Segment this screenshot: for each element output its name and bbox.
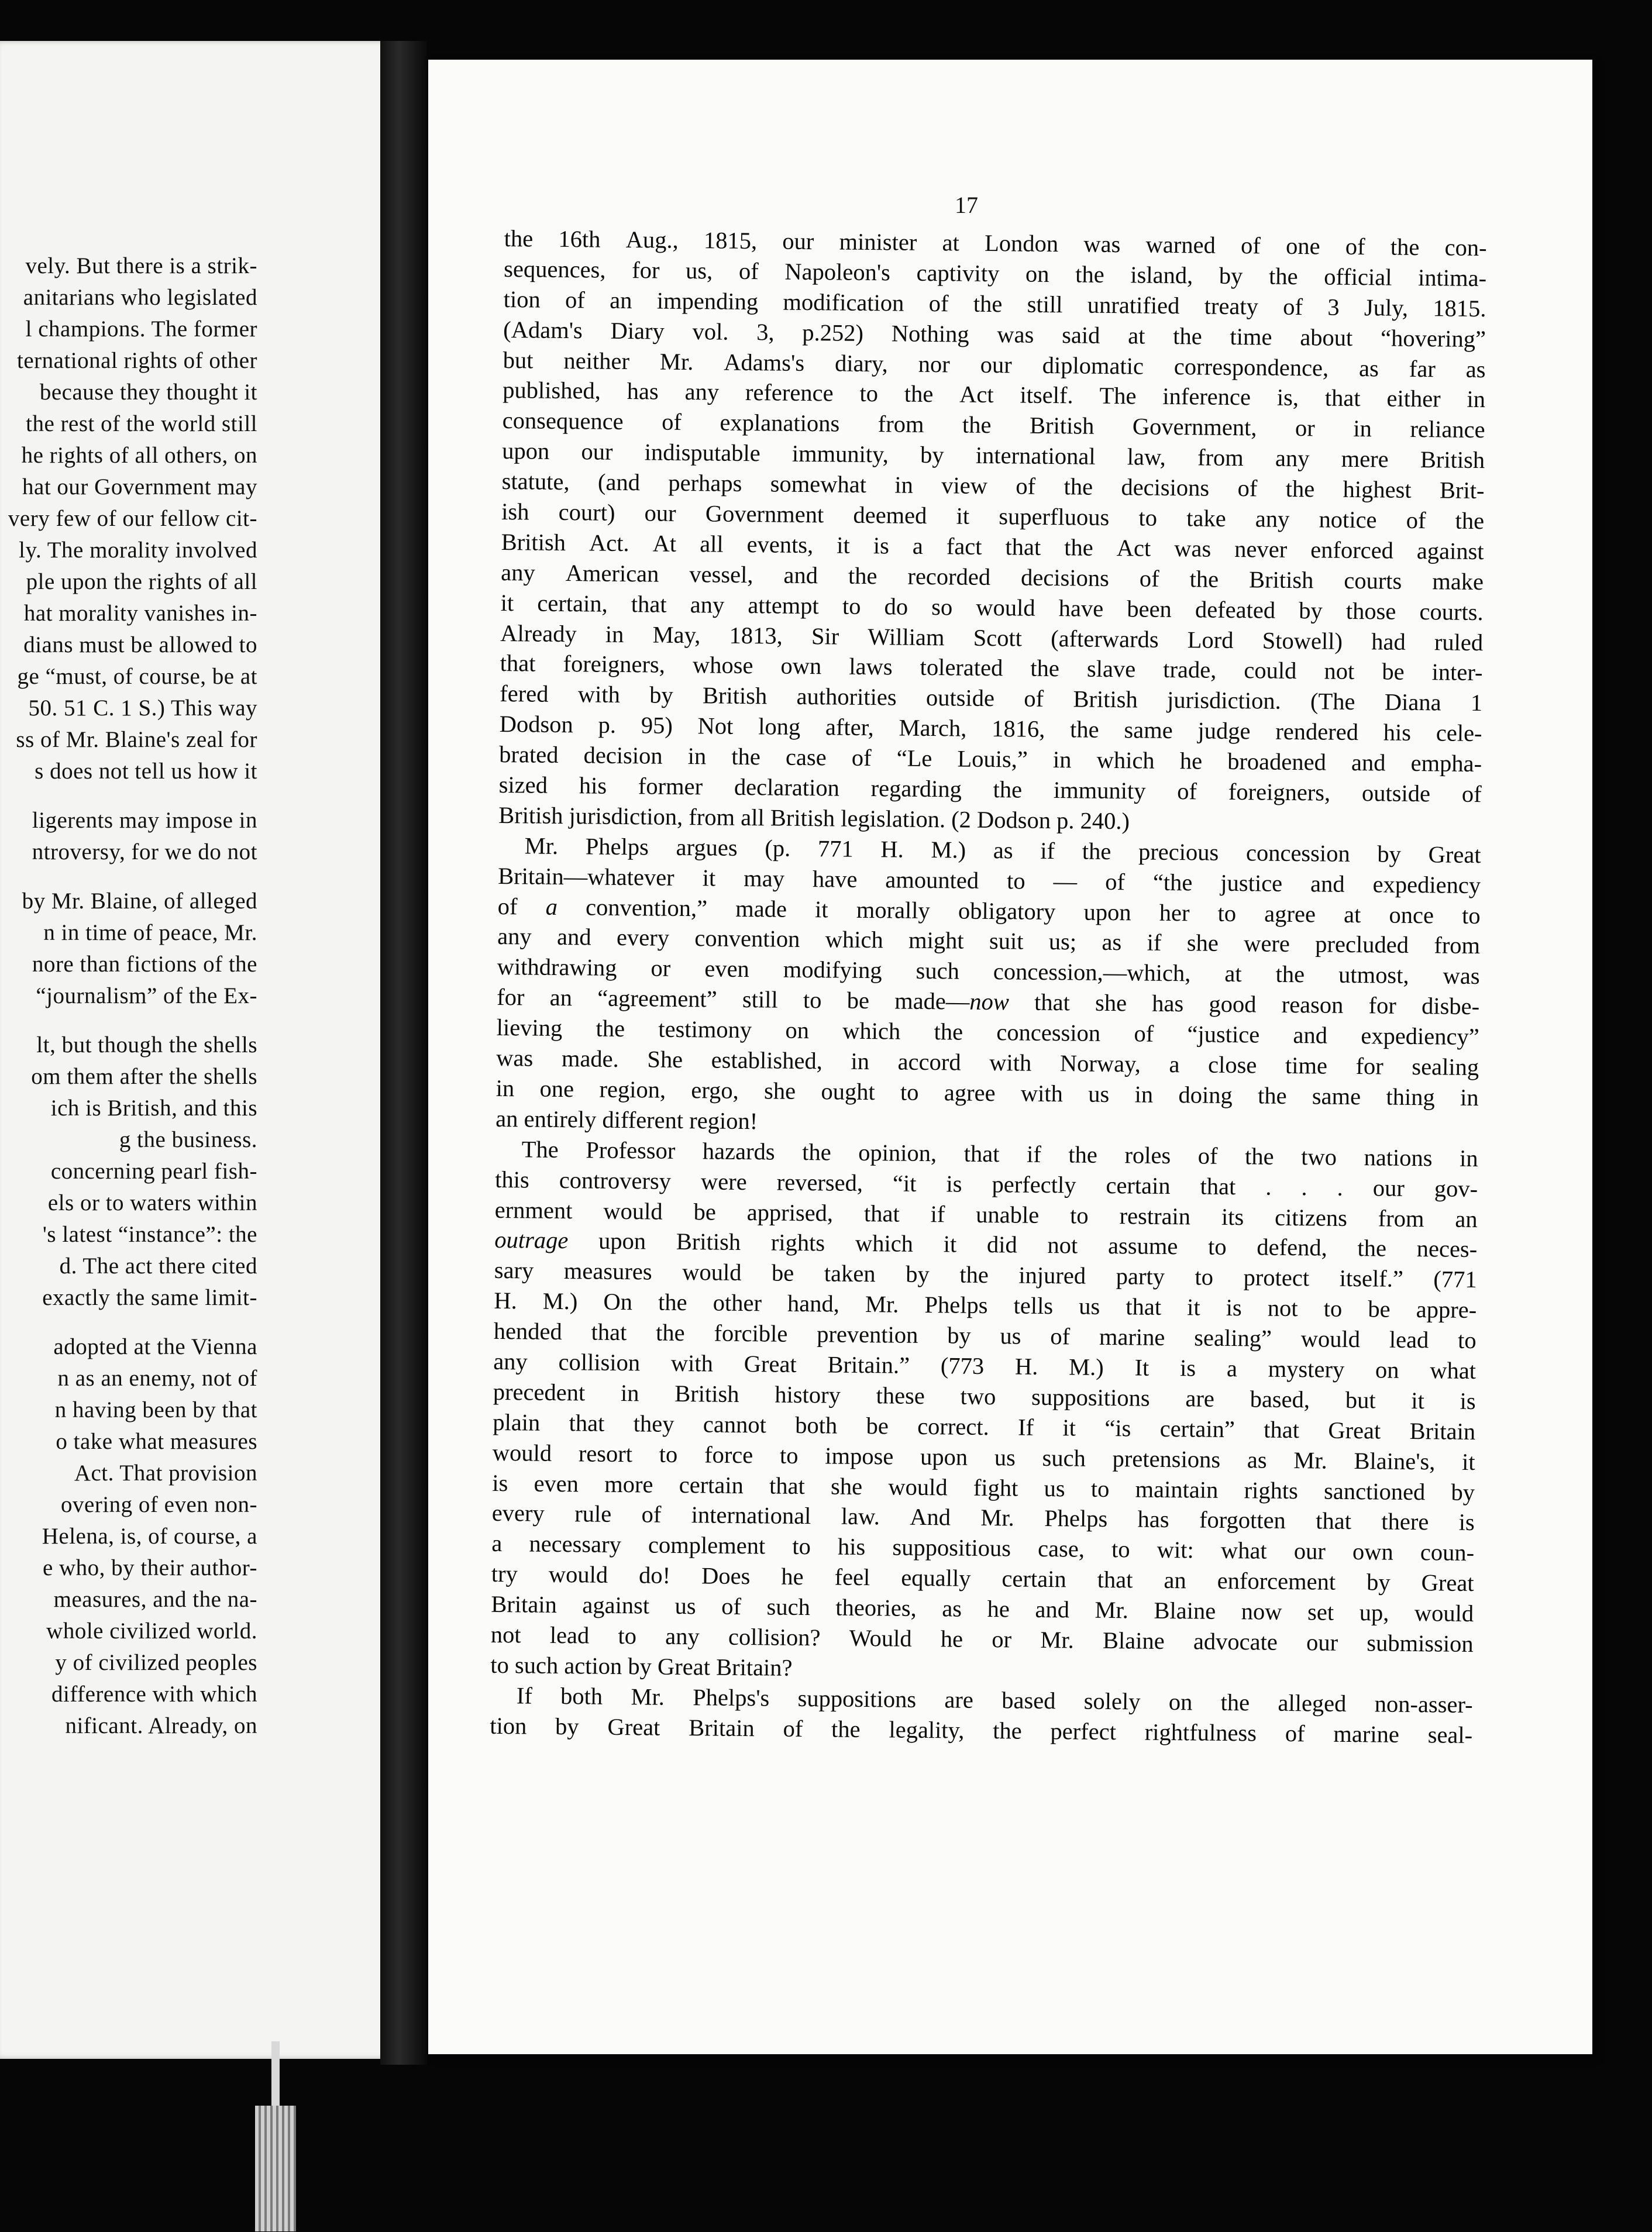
text-line: tion of an impending modification of the still unratified treaty of 3 July, 1815. xyxy=(503,285,1486,322)
text-line: Britain against us of such theories, as he and Mr. Blaine now set up, would xyxy=(491,1590,1474,1627)
text-line: The Professor hazards the opinion, that if the roles of the two nations in xyxy=(521,1136,1478,1172)
text-line: of a convention,” made it morally obligatory upon her to agree at once to xyxy=(497,893,1481,929)
text-line: g the business. xyxy=(119,1127,257,1152)
text-line: consequence of explanations from the British Government, or in reliance xyxy=(502,407,1485,443)
text-line: lieving the testimony on which the concession of “justice and expediency” xyxy=(496,1014,1479,1050)
paragraph-gap xyxy=(0,1012,257,1029)
text-line: l champions. The former xyxy=(25,316,257,342)
text-line: ly. The morality involved xyxy=(19,538,257,563)
text-line: d. The act there cited xyxy=(59,1253,257,1279)
text-line: overing of even non- xyxy=(61,1492,257,1517)
text-line: “journalism” of the Ex- xyxy=(36,983,257,1008)
text-line: n having been by that xyxy=(54,1397,257,1422)
text-line: vely. But there is a strik- xyxy=(25,253,257,278)
text-line: hended that the forcible prevention by us of marine sealing” would lead to xyxy=(493,1317,1477,1354)
text-line: not lead to any collision? Would he or Mr. Blaine advocate our submission xyxy=(490,1621,1474,1657)
text-line: Already in May, 1813, Sir William Scott (afterwards Lord Stowell) had ruled xyxy=(500,619,1484,656)
paragraph-gap xyxy=(0,1314,257,1331)
bookmark-tassel xyxy=(249,2041,302,2232)
text-line: s does not tell us how it xyxy=(35,759,257,784)
text-line: hat morality vanishes in- xyxy=(23,601,257,626)
text-line: ternational rights of other xyxy=(17,348,257,373)
text-line: Britain—whatever it may have amounted to — of “the justice and expediency xyxy=(498,862,1481,898)
text-line: whole civilized world. xyxy=(46,1618,257,1644)
text-line: published, has any reference to the Act itself. The inference is, that either in xyxy=(503,377,1486,413)
text-line: 50. 51 C. 1 S.) This way xyxy=(28,695,257,721)
text-line: difference with which xyxy=(51,1682,257,1707)
text-line: exactly the same limit- xyxy=(42,1285,257,1310)
text-line: ntroversy, for we do not xyxy=(32,839,257,864)
text-line: nore than fictions of the xyxy=(32,952,257,977)
paragraph-gap xyxy=(0,868,257,886)
paragraph-gap xyxy=(0,787,257,805)
text-line: every rule of international law. And Mr. Phelps has forgotten that there is xyxy=(491,1500,1475,1536)
left-page-text xyxy=(0,250,257,1742)
text-line: o take what measures xyxy=(56,1429,257,1454)
text-line: (Adam's Diary vol. 3, p.252) Nothing was said at the time about “hovering” xyxy=(503,316,1486,352)
text-line: is even more certain that she would fight us to maintain rights sanctioned by xyxy=(492,1469,1475,1506)
text-line: ligerents may impose in xyxy=(32,808,257,833)
text-line: any American vessel, and the recorded decisions of the British courts make xyxy=(501,559,1484,595)
text-line: y of civilized peoples xyxy=(55,1650,257,1675)
text-line: lt, but though the shells xyxy=(36,1032,257,1058)
text-line: but neither Mr. Adams's diary, nor our diplomatic correspondence, as far as xyxy=(503,346,1486,383)
text-line: because they thought it xyxy=(39,380,257,405)
left-page xyxy=(0,41,389,2059)
text-line: hat our Government may xyxy=(22,474,257,500)
text-line: by Mr. Blaine, of alleged xyxy=(22,888,257,914)
text-line: n in time of peace, Mr. xyxy=(43,920,257,945)
text-line: om them after the shells xyxy=(31,1064,257,1089)
text-line: ernment would be apprised, that if unable to restrain its citizens from an xyxy=(494,1196,1478,1232)
text-line: very few of our fellow cit- xyxy=(8,506,257,531)
text-line: anitarians who legislated xyxy=(23,285,257,310)
text-line: concerning pearl fish- xyxy=(50,1159,257,1184)
text-line: this controversy were reversed, “it is perfectly certain that . . . our gov- xyxy=(495,1166,1478,1202)
text-line: upon our indisputable immunity, by international law, from any mere British xyxy=(502,438,1485,474)
text-line: adopted at the Vienna xyxy=(53,1334,257,1359)
text-line: any and every convention which might suit us; as if she were precluded from xyxy=(497,923,1481,959)
text-line: it certain, that any attempt to do so would have been defeated by those courts. xyxy=(500,589,1484,625)
text-line: British jurisdiction, from all British legislation. (2 Dodson p. 240.) xyxy=(498,801,1130,835)
text-line: 's latest “instance”: the xyxy=(42,1222,257,1247)
text-line: to such action by Great Britain? xyxy=(490,1651,793,1681)
text-line: If both Mr. Phelps's suppositions are based solely on the alleged non-asser- xyxy=(516,1682,1473,1718)
page-number: 17 xyxy=(955,192,978,218)
text-line: plain that they cannot both be correct. If it “is certain” that Great Britain xyxy=(493,1408,1476,1445)
text-line: outrage upon British rights which it did not assume to defend, the neces- xyxy=(494,1227,1478,1263)
text-line: ich is British, and this xyxy=(50,1096,257,1121)
text-line: n as an enemy, not of xyxy=(57,1366,257,1391)
text-line: was made. She established, in accord with Norway, a close time for sealing xyxy=(496,1044,1479,1081)
text-line: would resort to force to impose upon us such pretensions as Mr. Blaine's, it xyxy=(492,1439,1475,1475)
text-line: statute, (and perhaps somewhat in view of the decisions of the highest Brit- xyxy=(501,468,1485,504)
text-line: in one region, ergo, she ought to agree with us in doing the same thing in xyxy=(495,1074,1479,1111)
text-line: for an “agreement” still to be made—now that she has good reason for disbe- xyxy=(497,984,1480,1020)
text-line: H. M.) On the other hand, Mr. Phelps tells us that it is not to be appre- xyxy=(494,1287,1477,1324)
text-line: ss of Mr. Blaine's zeal for xyxy=(16,727,257,752)
text-line: ple upon the rights of all xyxy=(26,569,257,594)
book-gutter xyxy=(380,41,427,2065)
right-page xyxy=(428,60,1592,2054)
text-line: ge “must, of course, be at xyxy=(17,664,257,689)
text-line: els or to waters within xyxy=(47,1190,257,1215)
text-line: the 16th Aug., 1815, our minister at London was warned of one of the con- xyxy=(504,225,1487,261)
text-line: sary measures would be taken by the injured party to protect itself.” (771 xyxy=(494,1257,1477,1293)
text-line: Mr. Phelps argues (p. 771 H. M.) as if the precious concession by Great xyxy=(524,832,1481,868)
text-line: Helena, is, of course, a xyxy=(42,1524,257,1549)
text-line: a necessary complement to his suppositious case, to wit: what our own coun- xyxy=(491,1530,1475,1566)
text-line: an entirely different region! xyxy=(495,1105,758,1135)
text-line: he rights of all others, on xyxy=(21,443,257,468)
text-line: ish court) our Government deemed it superfluous to take any notice of the xyxy=(501,498,1485,535)
text-line: precedent in British history these two suppositions are based, but it is xyxy=(493,1378,1476,1414)
text-line: the rest of the world still xyxy=(26,411,257,436)
text-line: any collision with Great Britain.” (773 H. M.) It is a mystery on what xyxy=(493,1348,1477,1384)
text-line: tion by Great Britain of the legality, the perfect rightfulness of marine seal- xyxy=(490,1712,1473,1748)
text-line: try would do! Does he feel equally certain that an enforcement by Great xyxy=(491,1561,1474,1597)
text-line: sized his former declaration regarding the immunity of foreigners, outside of xyxy=(498,771,1482,808)
text-line: Dodson p. 95) Not long after, March, 1816, the same judge rendered his cele- xyxy=(499,711,1482,747)
text-line: withdrawing or even modifying such concession,—which, at the utmost, was xyxy=(497,953,1480,990)
text-line: nificant. Already, on xyxy=(65,1713,257,1738)
text-line: fered with by British authorities outside of British jurisdiction. (The Diana 1 xyxy=(500,680,1483,717)
body-text xyxy=(490,223,1487,1751)
text-line: that foreigners, whose own laws tolerated the slave trade, could not be inter- xyxy=(500,650,1483,686)
text-line: measures, and the na- xyxy=(53,1587,257,1612)
text-line: e who, by their author- xyxy=(42,1555,257,1580)
text-line: brated decision in the case of “Le Louis,” in which he broadened and empha- xyxy=(499,741,1482,777)
text-line: British Act. At all events, it is a fact that the Act was never enforced against xyxy=(501,528,1484,565)
text-line: Act. That provision xyxy=(74,1461,257,1486)
text-line: sequences, for us, of Napoleon's captivity on the island, by the official intima- xyxy=(504,255,1487,292)
text-line: dians must be allowed to xyxy=(23,632,257,657)
